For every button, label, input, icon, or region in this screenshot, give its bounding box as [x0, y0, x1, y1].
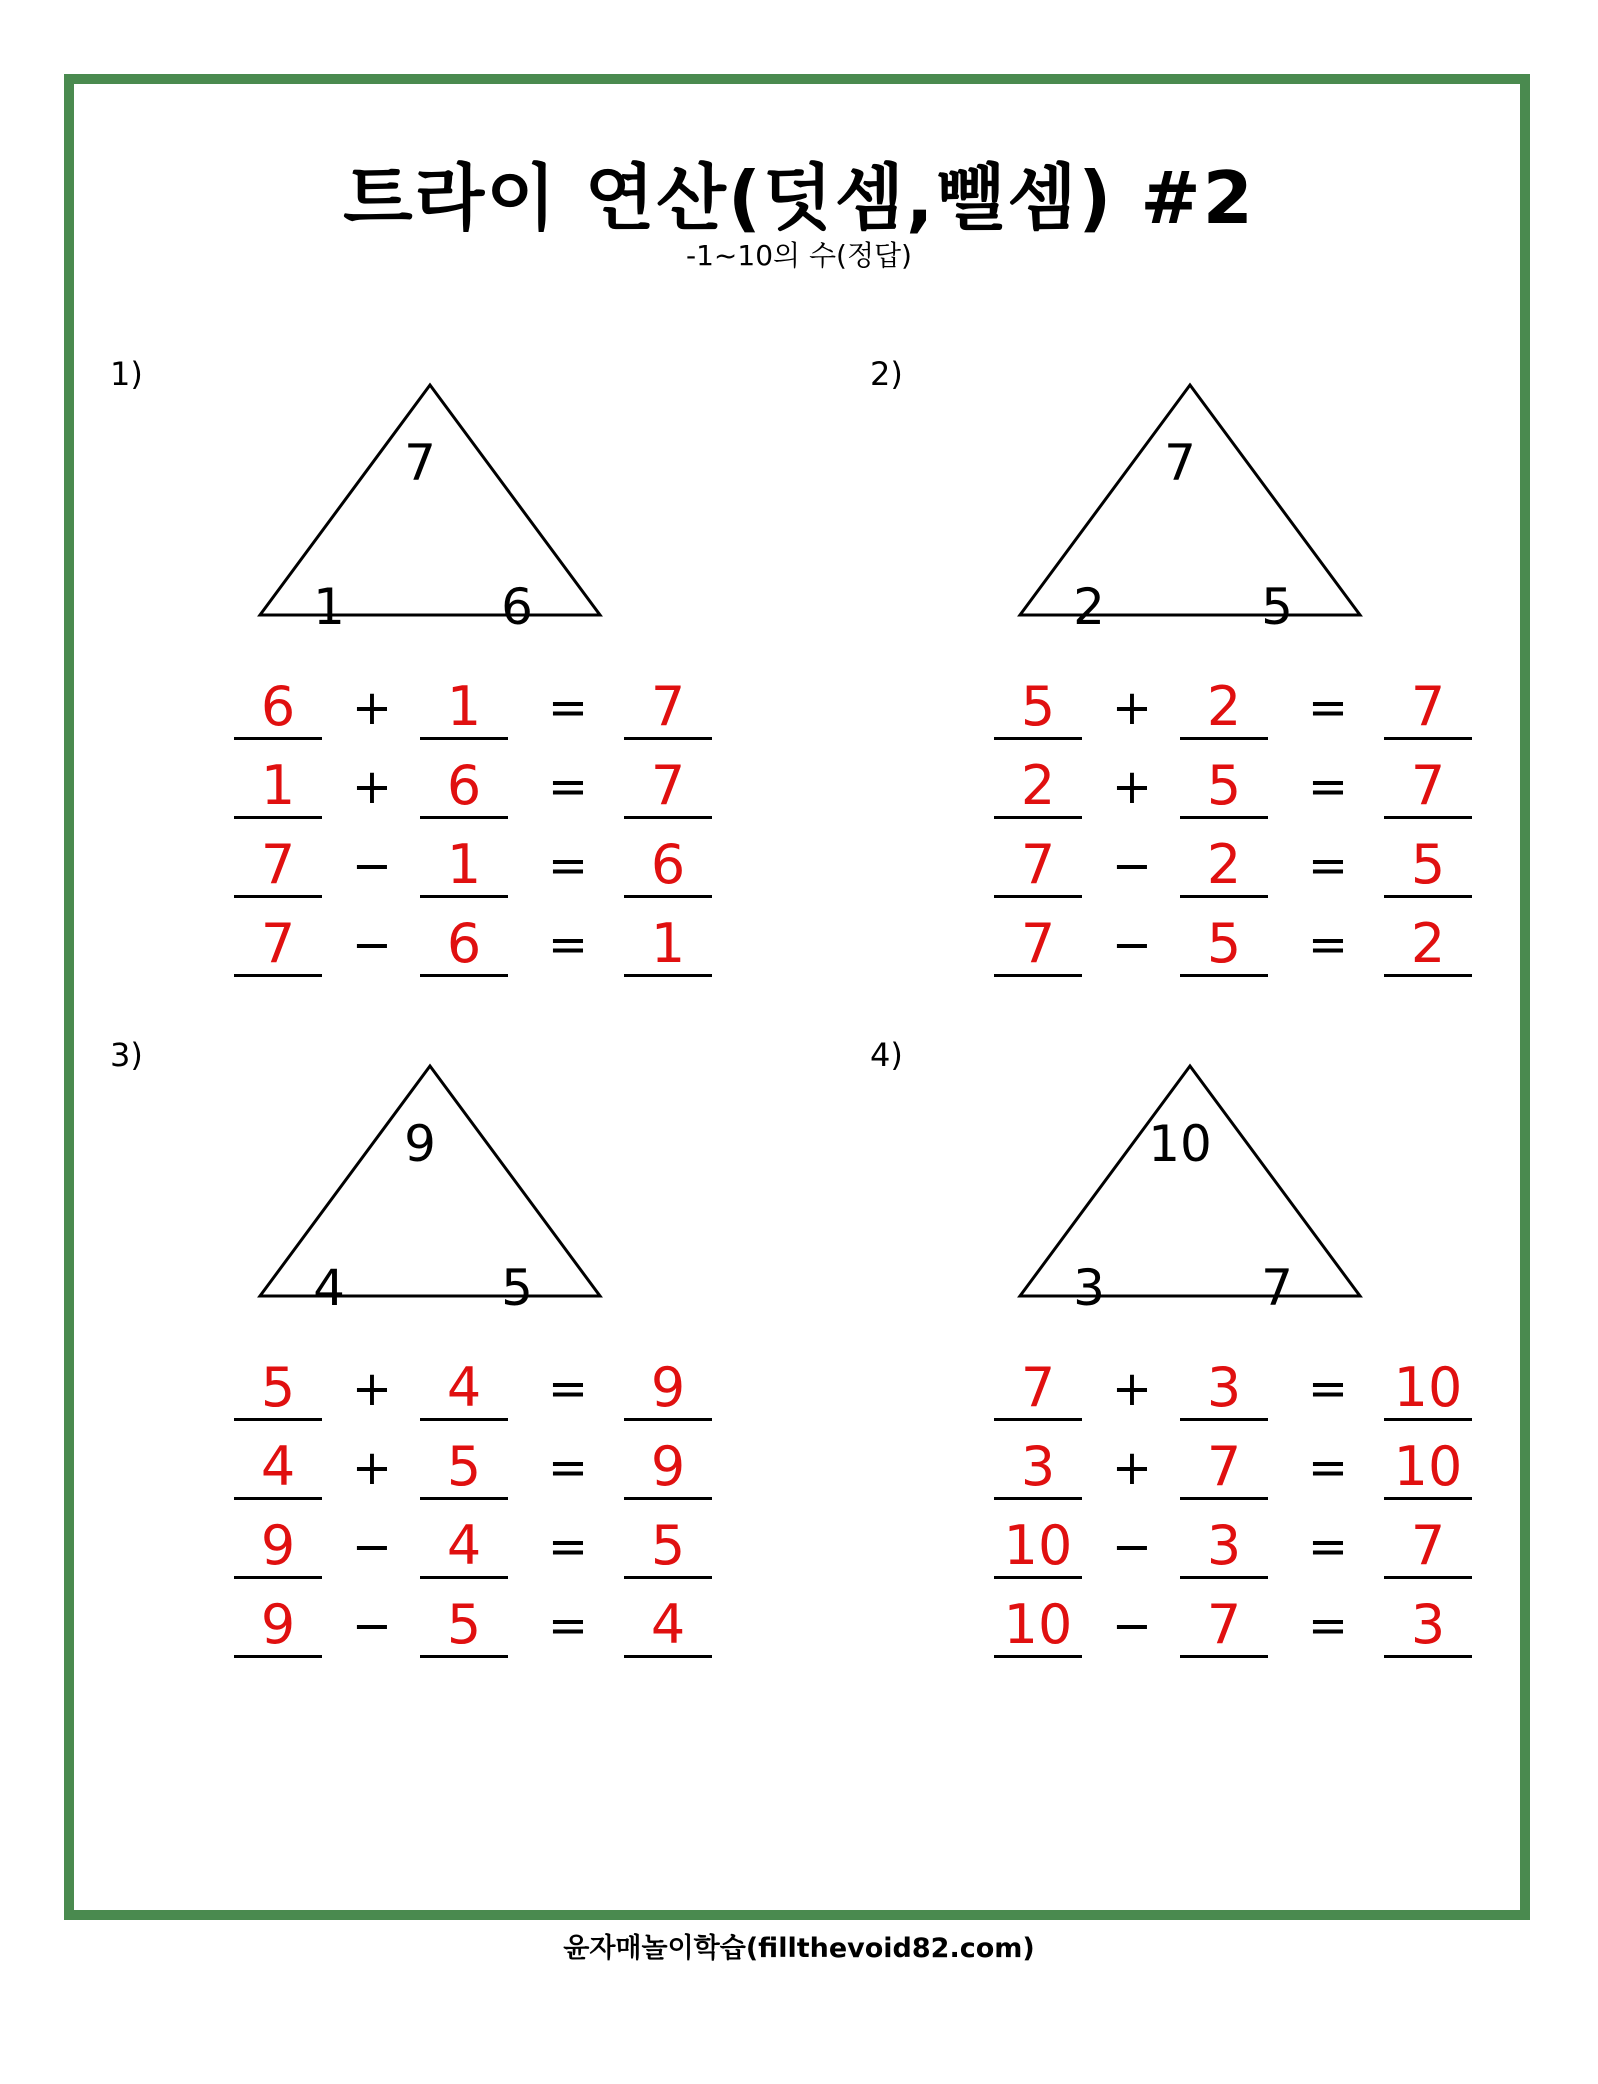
answer-blank-result[interactable]: 7 — [1384, 756, 1472, 819]
operator-sign: + — [1111, 1361, 1153, 1417]
problem-number: 2) — [870, 355, 903, 393]
answer-blank-first[interactable]: 9 — [234, 1595, 322, 1658]
answer-blank-result[interactable]: 9 — [624, 1358, 712, 1421]
answer-blank-first[interactable]: 10 — [994, 1516, 1082, 1579]
problem-3 — [110, 1036, 790, 1676]
equation-row — [870, 1435, 1550, 1500]
triangle-right-number: 6 — [501, 578, 533, 636]
equation-row — [110, 912, 790, 977]
equation-row — [870, 912, 1550, 977]
answer-blank-result[interactable]: 7 — [624, 677, 712, 740]
operator-sign: − — [351, 1598, 393, 1654]
operator-sign: − — [351, 1519, 393, 1575]
problem-number: 3) — [110, 1036, 143, 1074]
operator-sign: − — [1111, 1519, 1153, 1575]
answer-blank-result[interactable]: 1 — [624, 914, 712, 977]
equals-sign: = — [547, 1519, 589, 1575]
answer-blank-second[interactable]: 6 — [420, 756, 508, 819]
answer-blank-second[interactable]: 5 — [420, 1595, 508, 1658]
answer-blank-first[interactable]: 7 — [994, 914, 1082, 977]
problem-number: 1) — [110, 355, 143, 393]
equals-sign: = — [547, 759, 589, 815]
answer-blank-first[interactable]: 6 — [234, 677, 322, 740]
answer-blank-second[interactable]: 1 — [420, 835, 508, 898]
answer-blank-second[interactable]: 5 — [1180, 756, 1268, 819]
problem-4 — [870, 1036, 1550, 1676]
equals-sign: = — [1307, 1519, 1349, 1575]
triangle-right-number: 5 — [1261, 578, 1293, 636]
triangle-left-number: 1 — [313, 578, 345, 636]
equals-sign: = — [1307, 1440, 1349, 1496]
triangle-right-number: 7 — [1261, 1259, 1293, 1317]
operator-sign: − — [351, 917, 393, 973]
answer-blank-second[interactable]: 3 — [1180, 1516, 1268, 1579]
answer-blank-result[interactable]: 5 — [624, 1516, 712, 1579]
answer-blank-first[interactable]: 3 — [994, 1437, 1082, 1500]
equals-sign: = — [1307, 917, 1349, 973]
answer-blank-first[interactable]: 5 — [234, 1358, 322, 1421]
equation-row — [110, 1356, 790, 1421]
footer-credit: 윤자매놀이학습(fillthevoid82.com) — [563, 1933, 1035, 1964]
equation-row — [110, 1435, 790, 1500]
answer-blank-first[interactable]: 10 — [994, 1595, 1082, 1658]
answer-blank-second[interactable]: 6 — [420, 914, 508, 977]
triangle-outline — [260, 385, 600, 615]
operator-sign: − — [351, 838, 393, 894]
operator-sign: + — [351, 680, 393, 736]
problem-number: 4) — [870, 1036, 903, 1074]
answer-blank-first[interactable]: 7 — [234, 914, 322, 977]
equals-sign: = — [547, 680, 589, 736]
equation-row — [110, 1593, 790, 1658]
answer-blank-second[interactable]: 2 — [1180, 835, 1268, 898]
triangle-top-number: 10 — [1148, 1115, 1212, 1173]
equals-sign: = — [1307, 680, 1349, 736]
triangle-left-number: 3 — [1073, 1259, 1105, 1317]
equation-row — [870, 1356, 1550, 1421]
operator-sign: − — [1111, 917, 1153, 973]
answer-blank-first[interactable]: 7 — [994, 835, 1082, 898]
equals-sign: = — [1307, 759, 1349, 815]
equation-row — [870, 754, 1550, 819]
answer-blank-result[interactable]: 7 — [624, 756, 712, 819]
equals-sign: = — [547, 1598, 589, 1654]
operator-sign: + — [351, 1361, 393, 1417]
triangle-left-number: 4 — [313, 1259, 345, 1317]
triangle-top-number: 7 — [404, 434, 436, 492]
equation-row — [870, 1514, 1550, 1579]
equals-sign: = — [1307, 838, 1349, 894]
answer-blank-first[interactable]: 7 — [994, 1358, 1082, 1421]
equals-sign: = — [547, 1361, 589, 1417]
answer-blank-second[interactable]: 1 — [420, 677, 508, 740]
answer-blank-result[interactable]: 4 — [624, 1595, 712, 1658]
problem-1 — [110, 355, 790, 995]
operator-sign: + — [1111, 759, 1153, 815]
equation-row — [870, 1593, 1550, 1658]
equation-row — [110, 1514, 790, 1579]
answer-blank-result[interactable]: 10 — [1384, 1437, 1472, 1500]
answer-blank-second[interactable]: 7 — [1180, 1595, 1268, 1658]
operator-sign: − — [1111, 1598, 1153, 1654]
answer-blank-result[interactable]: 2 — [1384, 914, 1472, 977]
equals-sign: = — [547, 838, 589, 894]
answer-blank-first[interactable]: 7 — [234, 835, 322, 898]
answer-blank-first[interactable]: 9 — [234, 1516, 322, 1579]
answer-blank-result[interactable]: 7 — [1384, 1516, 1472, 1579]
equals-sign: = — [547, 917, 589, 973]
answer-blank-first[interactable]: 1 — [234, 756, 322, 819]
answer-blank-first[interactable]: 4 — [234, 1437, 322, 1500]
equation-row — [110, 833, 790, 898]
answer-blank-second[interactable]: 5 — [420, 1437, 508, 1500]
answer-blank-result[interactable]: 3 — [1384, 1595, 1472, 1658]
triangle-left-number: 2 — [1073, 578, 1105, 636]
operator-sign: + — [351, 759, 393, 815]
triangle-top-number: 7 — [1164, 434, 1196, 492]
triangle-outline — [1020, 1066, 1360, 1296]
answer-blank-second[interactable]: 2 — [1180, 677, 1268, 740]
answer-blank-second[interactable]: 5 — [1180, 914, 1268, 977]
equation-row — [870, 675, 1550, 740]
problem-2 — [870, 355, 1550, 995]
equation-row — [870, 833, 1550, 898]
answer-blank-first[interactable]: 5 — [994, 677, 1082, 740]
answer-blank-second[interactable]: 4 — [420, 1358, 508, 1421]
equals-sign: = — [547, 1440, 589, 1496]
operator-sign: + — [1111, 680, 1153, 736]
answer-blank-second[interactable]: 7 — [1180, 1437, 1268, 1500]
triangle-top-number: 9 — [404, 1115, 436, 1173]
operator-sign: + — [351, 1440, 393, 1496]
answer-blank-result[interactable]: 9 — [624, 1437, 712, 1500]
answer-blank-result[interactable]: 5 — [1384, 835, 1472, 898]
equals-sign: = — [1307, 1361, 1349, 1417]
answer-blank-result[interactable]: 7 — [1384, 677, 1472, 740]
page-subtitle: -1~10의 수(정답) — [686, 239, 912, 272]
equation-row — [110, 675, 790, 740]
answer-blank-result[interactable]: 6 — [624, 835, 712, 898]
answer-blank-result[interactable]: 10 — [1384, 1358, 1472, 1421]
equation-row — [110, 754, 790, 819]
answer-blank-second[interactable]: 4 — [420, 1516, 508, 1579]
operator-sign: + — [1111, 1440, 1153, 1496]
equals-sign: = — [1307, 1598, 1349, 1654]
triangle-outline — [1020, 385, 1360, 615]
page-title: 트라이 연산(덧셈,뺄셈) #2 — [343, 156, 1255, 240]
answer-blank-second[interactable]: 3 — [1180, 1358, 1268, 1421]
answer-blank-first[interactable]: 2 — [994, 756, 1082, 819]
triangle-right-number: 5 — [501, 1259, 533, 1317]
triangle-outline — [260, 1066, 600, 1296]
operator-sign: − — [1111, 838, 1153, 894]
